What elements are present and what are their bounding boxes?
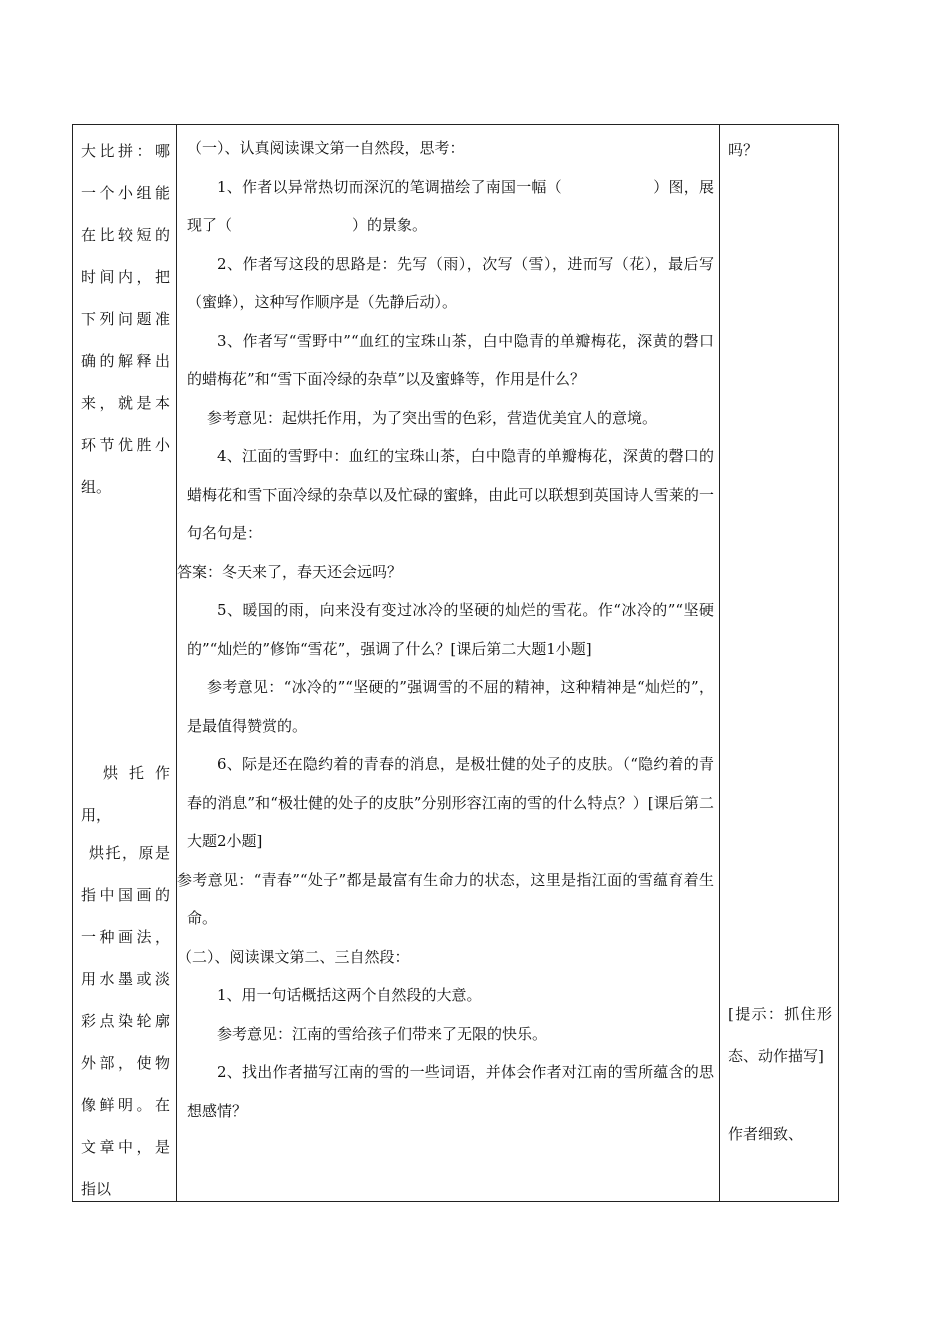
question-2: 2、作者写这段的思路是：先写（雨），次写（雪），进而写（花），最后写（蜜蜂），这种写作顺序是（先静后动）。: [187, 254, 714, 311]
note-continuation: 吗？: [728, 141, 759, 159]
section2-question-2: 2、找出作者描写江南的雪的一些词语，并体会作者对江南的雪所蕴含的思想感情？: [187, 1063, 714, 1120]
competition-note: 大比拼：哪一个小组能在比较短的时间内，把下列问题准确的解释出来，就是本环节优胜小组。: [81, 142, 170, 496]
answer-4: 答案：冬天来了，春天还会远吗？: [177, 562, 403, 581]
answer-5: 参考意见：“冰冷的”“坚硬的”强调雪的不屈的精神，这种精神是“灿烂的”，是最值得赞赏的。: [187, 678, 714, 735]
hongtuo-term: 烘托作用，: [81, 764, 170, 824]
question-4: 4、江面的雪野中：血红的宝珠山茶，白中隐青的单瓣梅花，深黄的磬口的蜡梅花和雪下面冷绿的杂草以及忙碌的蜜蜂，由此可以联想到英国诗人雪莱的一句名句是：: [187, 447, 714, 542]
question-5: 5、暖国的雨，向来没有变过冰冷的坚硬的灿烂的雪花。作“冰冷的”“坚硬的”“灿烂的”修饰“雪花”，强调了什么？[课后第二大题1小题]: [187, 601, 714, 658]
question-3: 3、作者写“雪野中”“血红的宝珠山茶，白中隐青的单瓣梅花，深黄的磬口的蜡梅花”和“雪下面冷绿的杂草”以及蜜蜂等，作用是什么？: [187, 331, 714, 388]
answer-6: 参考意见：“青春”“处子”都是最富有生命力的状态，这里是指江面的雪蕴育着生命。: [177, 870, 714, 927]
main-content-column: [177, 125, 719, 1201]
left-notes-column: [73, 125, 176, 1201]
right-notes-column: [720, 125, 838, 1201]
lesson-table: [72, 124, 839, 1202]
section-heading: （一）、认真阅读课文第一自然段，思考：: [187, 139, 465, 157]
section-heading: （二）、阅读课文第二、三自然段：: [177, 947, 410, 966]
section2-question-1: 1、用一句话概括这两个自然段的大意。: [217, 986, 482, 1004]
question-6: 6、际是还在隐约着的青春的消息，是极壮健的处子的皮肤。（“隐约着的青春的消息”和“极壮健的处子的皮肤”分别形容江南的雪的什么特点？）[课后第二大题2小题]: [187, 755, 714, 850]
hongtuo-definition: 烘托，原是指中国画的一种画法，用水墨或淡彩点染轮廓外部，使物像鲜明。在文章中，是指以: [81, 844, 170, 1198]
answer-3: 参考意见：起烘托作用，为了突出雪的色彩，营造优美宜人的意境。: [207, 408, 658, 427]
question-1: 1、作者以异常热切而深沉的笔调描绘了南国一幅（ ）图，展现了（ ）的景象。: [187, 177, 714, 234]
section2-answer-1: 参考意见：江南的雪给孩子们带来了无限的快乐。: [217, 1024, 548, 1043]
author-note: 作者细致、: [728, 1125, 804, 1143]
hint-note: [提示：抓住形态、动作描写]: [728, 1005, 832, 1065]
